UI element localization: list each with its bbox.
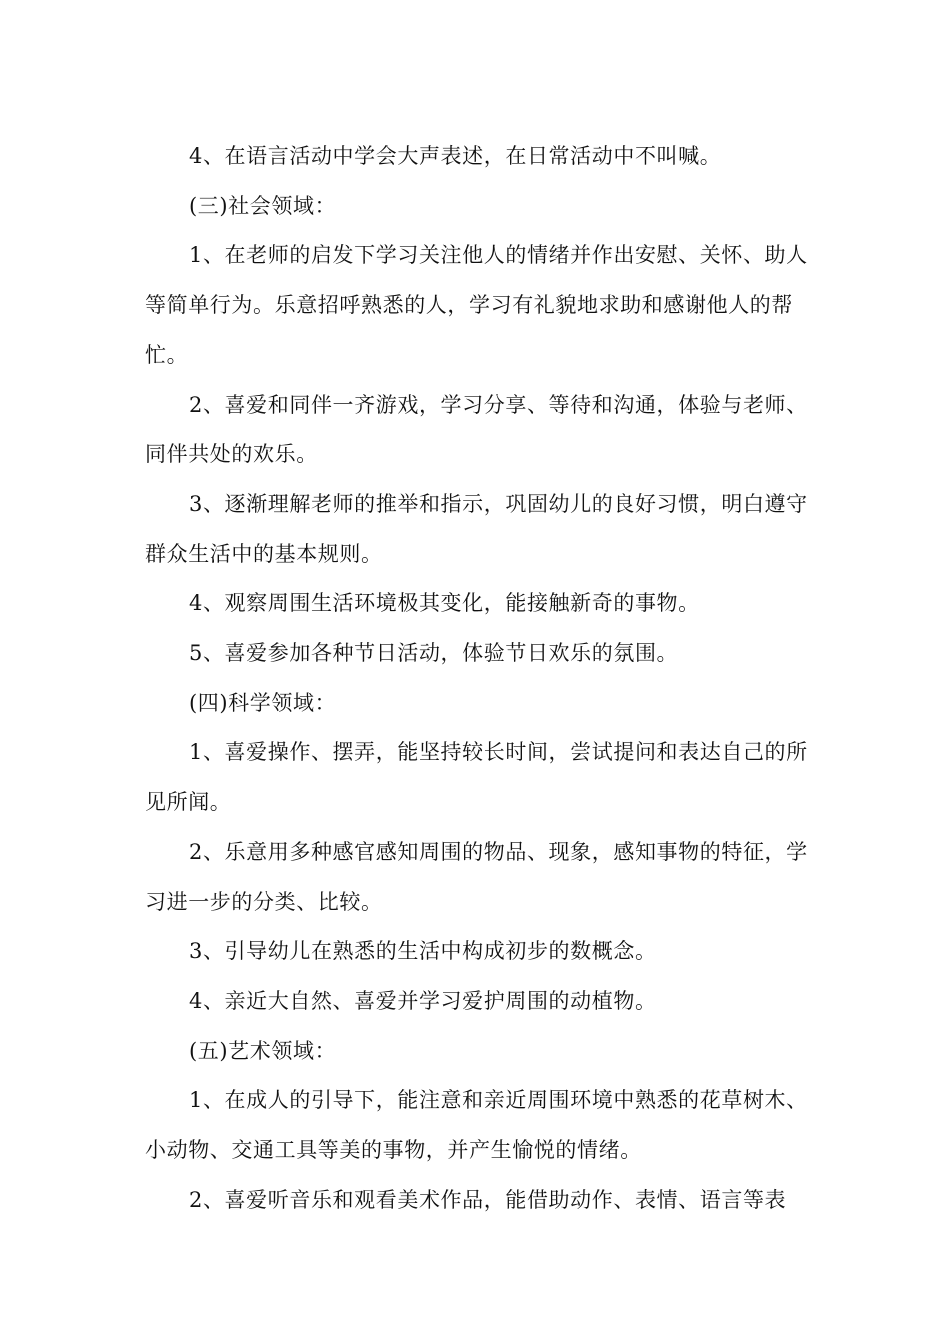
paragraph-science-item-4: 4、亲近大自然、喜爱并学习爱护周围的动植物。 [189,988,657,1013]
heading-art-domain: (五)艺术领域： [189,1038,337,1063]
paragraph-social-item-1: 1、在老师的启发下学习关注他人的情绪并作出安慰、关怀、助人等简单行为。乐意招呼熟悉的人，学习有礼貌地求助和感谢他人的帮忙。 [145,243,808,367]
paragraph-science-item-3: 3、引导幼儿在熟悉的生活中构成初步的数概念。 [189,939,657,964]
paragraph-social-item-4: 4、观察周围生活环境极其变化，能接触新奇的事物。 [189,591,700,616]
heading-social-domain: (三)社会领域： [189,193,337,218]
document-body [145,132,825,1225]
paragraph-art-item-2: 2、喜爱听音乐和观看美术作品，能借助动作、表情、语言等表 [189,1187,787,1212]
paragraph-science-item-2: 2、乐意用多种感官感知周围的物品、现象，感知事物的特征，学习进一步的分类、比较。 [145,839,808,914]
paragraph-language-item-4: 4、在语言活动中学会大声表述，在日常活动中不叫喊。 [189,144,722,168]
heading-science-domain: (四)科学领域： [189,690,337,715]
paragraph-art-item-1: 1、在成人的引导下，能注意和亲近周围环境中熟悉的花草树木、小动物、交通工具等美的事物，并产生愉悦的情绪。 [145,1088,808,1163]
paragraph-social-item-5: 5、喜爱参加各种节日活动，体验节日欢乐的氛围。 [189,641,679,666]
paragraph-science-item-1: 1、喜爱操作、摆弄，能坚持较长时间，尝试提问和表达自己的所见所闻。 [145,740,808,815]
paragraph-social-item-2: 2、喜爱和同伴一齐游戏，学习分享、等待和沟通，体验与老师、同伴共处的欢乐。 [145,392,808,467]
paragraph-social-item-3: 3、逐渐理解老师的推举和指示，巩固幼儿的良好习惯，明白遵守群众生活中的基本规则。 [145,491,808,566]
